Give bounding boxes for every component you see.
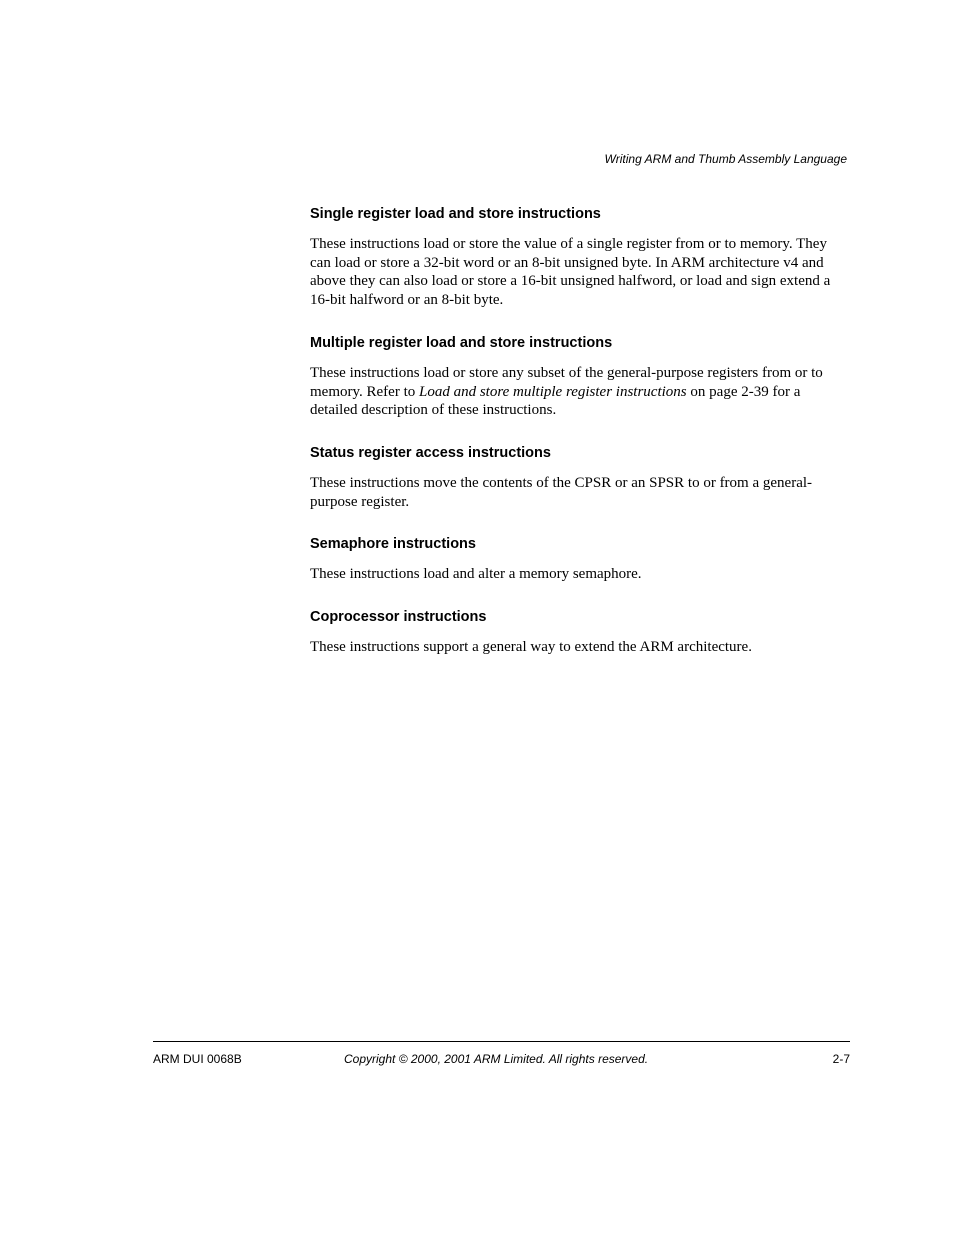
body-text-after: on page 2-39 for a detailed description of these instructions. bbox=[310, 383, 801, 419]
section-body: These instructions move the contents of the CPSR or an SPSR to or from a general-purpose register. bbox=[310, 474, 813, 510]
section-coprocessor bbox=[310, 608, 850, 657]
footer-copyright: Copyright © 2000, 2001 ARM Limited. All rights reserved. bbox=[344, 1052, 649, 1066]
section-body: These instructions support a general way to extend the ARM architecture. bbox=[310, 639, 752, 656]
section-body bbox=[310, 364, 850, 420]
section-heading: Status register access instructions bbox=[310, 444, 551, 461]
section-heading: Multiple register load and store instructions bbox=[310, 334, 613, 351]
body-text-before: These instructions load or store any subset of the general-purpose registers from or to memory. Refer to bbox=[310, 364, 823, 400]
running-header: Writing ARM and Thumb Assembly Language bbox=[604, 152, 847, 166]
main-content bbox=[310, 205, 850, 681]
section-heading: Single register load and store instructions bbox=[310, 206, 601, 222]
section-body: These instructions load and alter a memory semaphore. bbox=[310, 566, 642, 583]
section-single-register bbox=[310, 205, 850, 310]
footer-page-number: 2-7 bbox=[832, 1052, 850, 1066]
section-body: These instructions load or store the value of a single register from or to memory. They can load or store a 32-bit word or an 8-bit unsigned byte. In ARM architecture v4 and above they can also load or store a 16-bit unsigned halfword, or load and sign extend a 16-bit halfword or an 8-bit byte. bbox=[310, 236, 831, 309]
footer-divider bbox=[153, 1041, 850, 1042]
section-semaphore bbox=[310, 535, 850, 584]
footer-doc-id: ARM DUI 0068B bbox=[153, 1052, 242, 1066]
section-heading: Semaphore instructions bbox=[310, 536, 476, 553]
section-status-register bbox=[310, 444, 850, 511]
section-heading: Coprocessor instructions bbox=[310, 609, 487, 626]
section-multiple-register bbox=[310, 334, 850, 420]
cross-reference-link[interactable]: Load and store multiple register instructions bbox=[419, 383, 687, 400]
